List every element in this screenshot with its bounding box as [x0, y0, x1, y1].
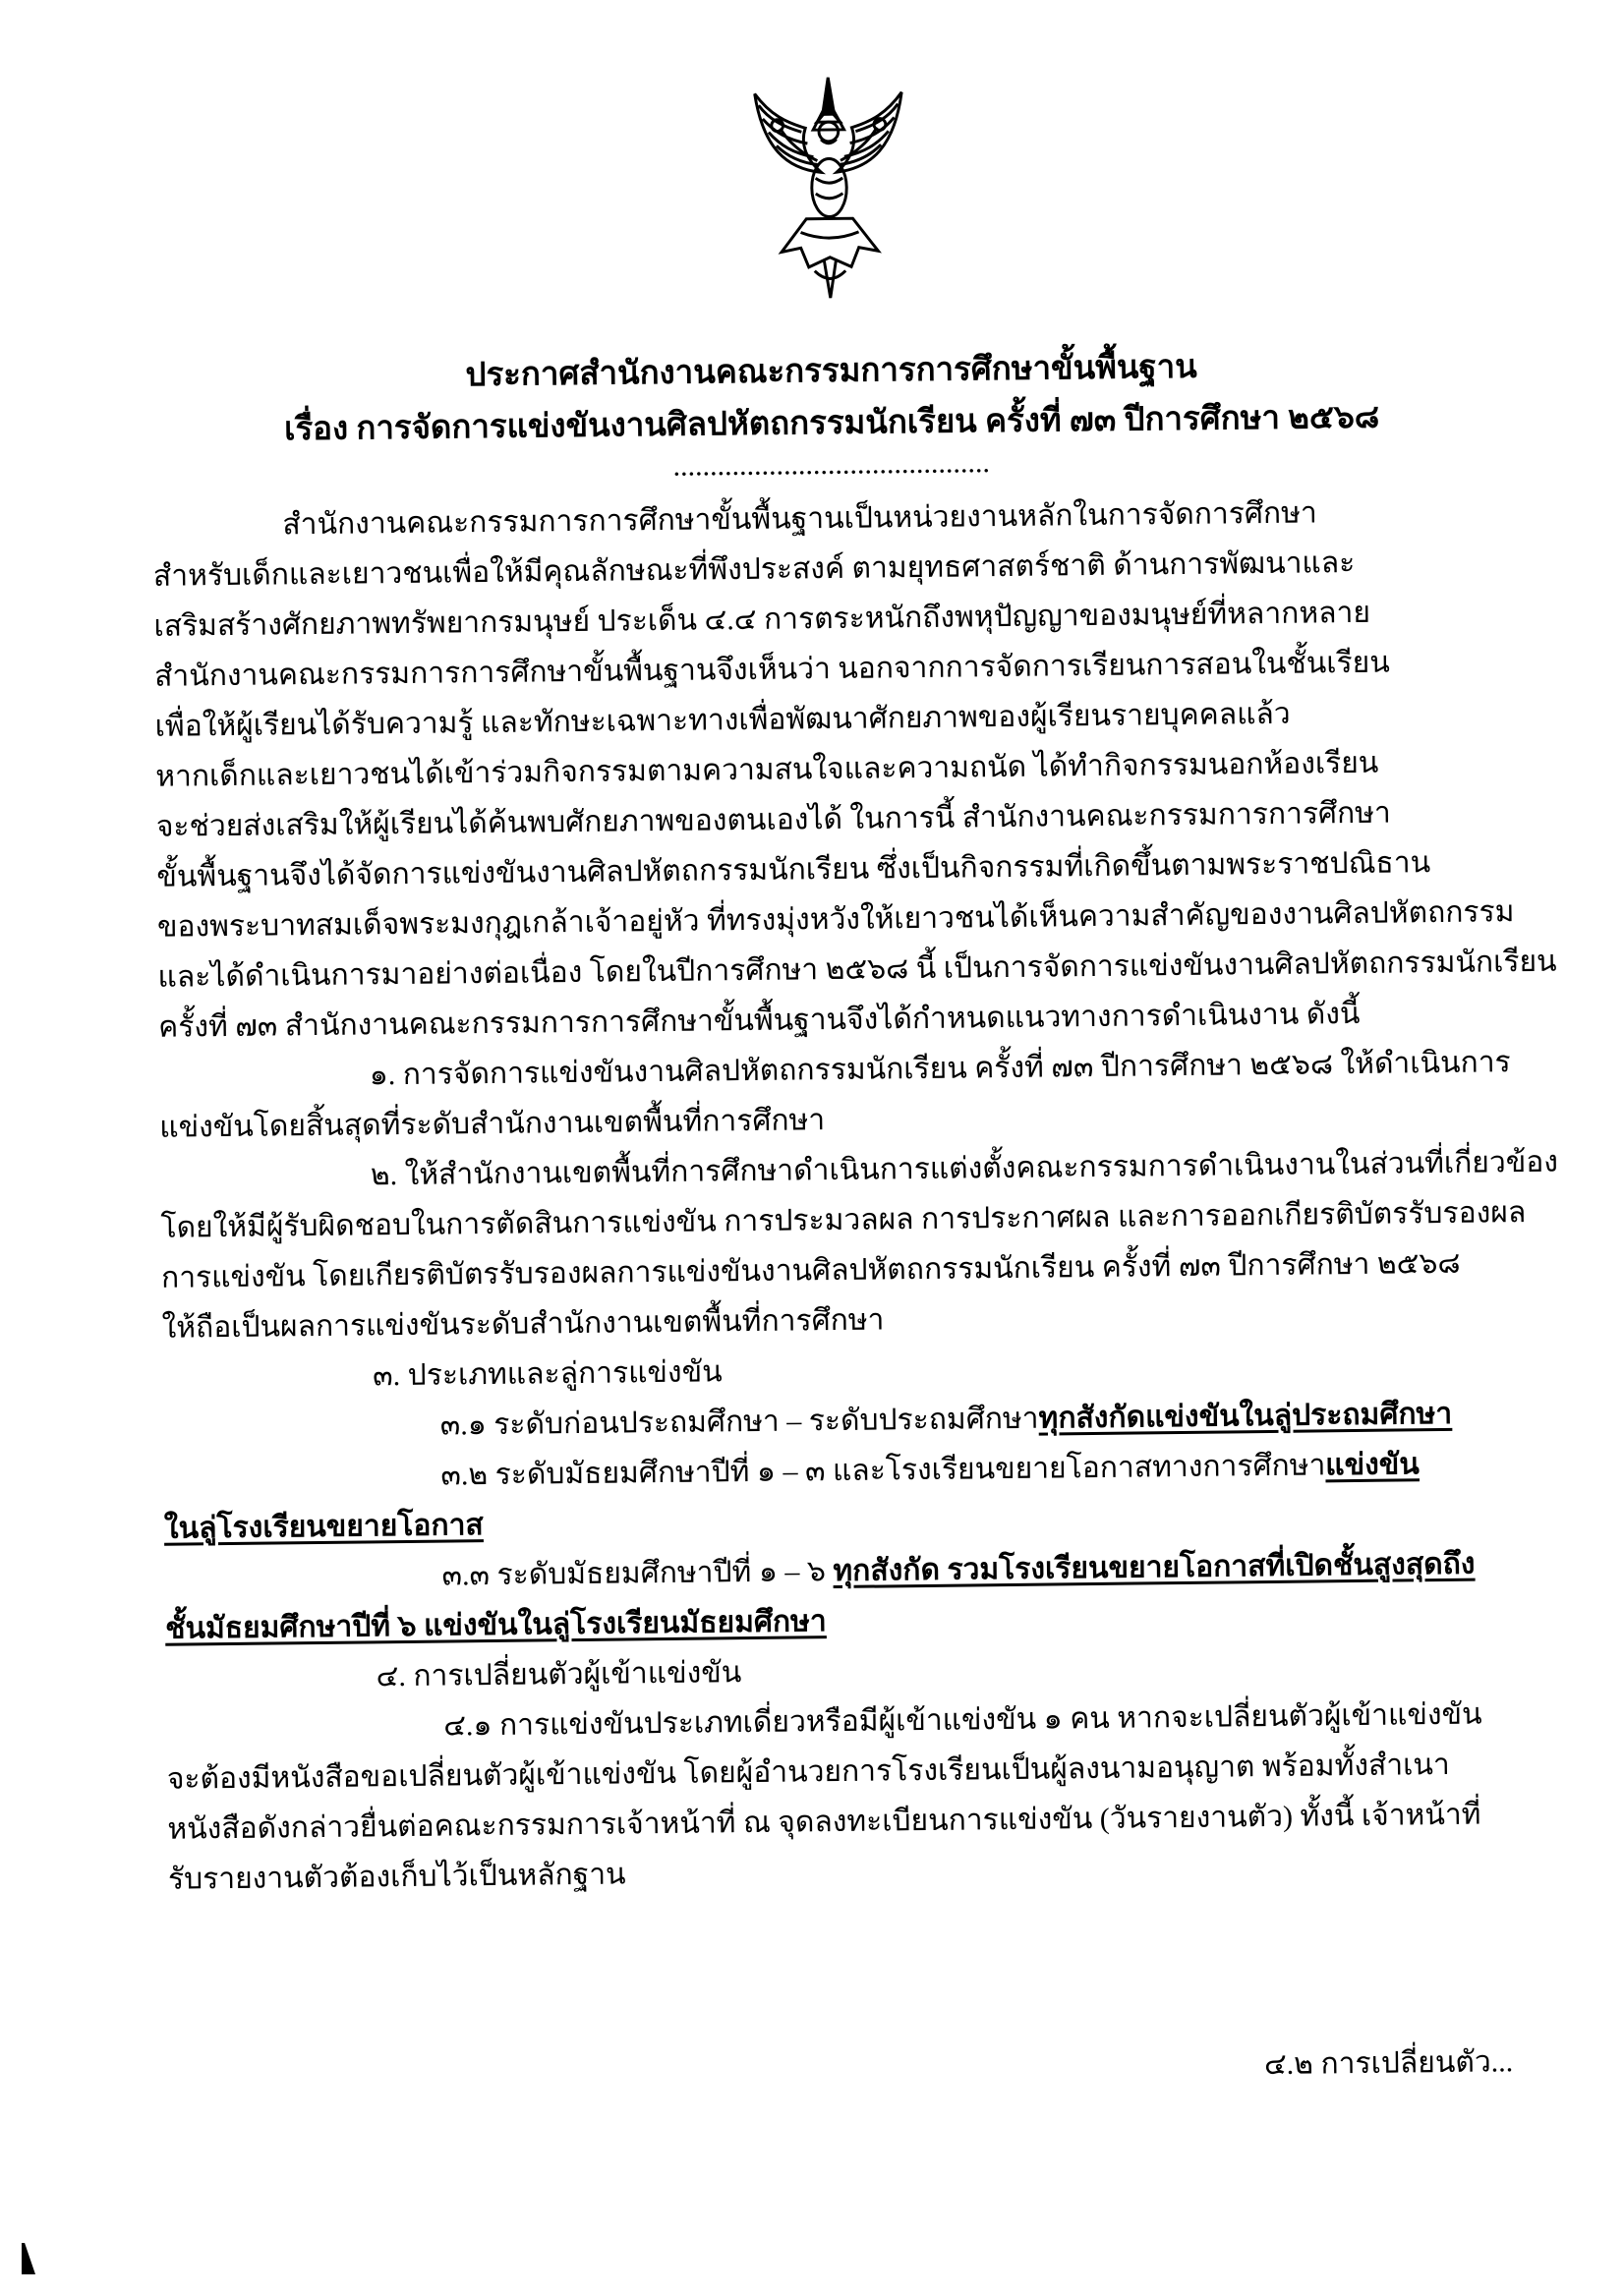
body-text: จะต้องมีหนังสือขอเปลี่ยนตัวผู้เข้าแข่งขัน โดยผู้อำนวยการโรงเรียนเป็นผู้ลงนามอนุญาต พร้อมทั้งสำเนา [166, 1748, 1450, 1796]
emphasized-text: ทุกสังกัดแข่งขันในลู่ประถมศึกษา [1038, 1397, 1453, 1435]
body-text: ให้ถือเป็นผลการแข่งขันระดับสำนักงานเขตพื้นที่การศึกษา [161, 1303, 885, 1345]
dotted-divider: ........................................... [673, 452, 992, 481]
body-text: ๔.๑ การแข่งขันประเภทเดี่ยวหรือมีผู้เข้าแข่งขัน ๑ คน หากจะเปลี่ยนตัวผู้เข้าแข่งขัน [443, 1697, 1482, 1743]
scan-artifact-mark [22, 2243, 35, 2274]
body-text: ๒. ให้สำนักงานเขตพื้นที่การศึกษาดำเนินการแต่งตั้งคณะกรรมการดำเนินงานในส่วนที่เกี่ยวข้อง [370, 1145, 1559, 1192]
body-text: ๓.๑ ระดับก่อนประถมศึกษา – ระดับประถมศึกษา [439, 1402, 1039, 1442]
body-text: หากเด็กและเยาวชนได้เข้าร่วมกิจกรรมตามความสนใจและความถนัด ได้ทำกิจกรรมนอกห้องเรียน [155, 746, 1379, 793]
announcement-title-line1: ประกาศสำนักงานคณะกรรมการการศึกษาขั้นพื้นฐาน [465, 349, 1197, 394]
emphasized-text: แข่งขัน [1325, 1448, 1420, 1482]
emphasized-text: ชั้นมัธยมศึกษาปีที่ ๖ แข่งขันในลู่โรงเรียนมัธยมศึกษา [164, 1605, 827, 1645]
body-text: และได้ดำเนินการมาอย่างต่อเนื่อง โดยในปีการศึกษา ๒๕๖๘ นี้ เป็นการจัดการแข่งขันงานศิลปหัตถกรรมนักเรียน [157, 945, 1557, 994]
body-text: ของพระบาทสมเด็จพระมงกุฎเกล้าเจ้าอยู่หัว ที่ทรงมุ่งหวังให้เยาวชนได้เห็นความสำคัญของงานศิลปหัตถกรรม [156, 895, 1515, 944]
body-text: เสริมสร้างศักยภาพทรัพยากรมนุษย์ ประเด็น ๔.๔ การตระหนักถึงพหุปัญญาของมนุษย์ที่หลากหลาย [153, 596, 1371, 643]
body-text: การแข่งขัน โดยเกียรติบัตรรับรองผลการแข่งขันงานศิลปหัตถกรรมนักเรียน ครั้งที่ ๗๓ ปีการศึกษา ๒๕๖๘ [160, 1246, 1461, 1294]
page-continuation-note: ๔.๒ การเปลี่ยนตัว... [1263, 2045, 1514, 2082]
emphasized-text: ในลู่โรงเรียนขยายโอกาส [163, 1509, 484, 1545]
announcement-body [152, 486, 1559, 1905]
garuda-emblem-icon [712, 70, 947, 307]
body-text: ขั้นพื้นฐานจึงได้จัดการแข่งขันงานศิลปหัตถกรรมนักเรียน ซึ่งเป็นกิจกรรมที่เกิดขึ้นตามพระราชปณิธาน [156, 846, 1431, 893]
body-text: เพื่อให้ผู้เรียนได้รับความรู้ และทักษะเฉพาะทางเพื่อพัฒนาศักยภาพของผู้เรียนรายบุคคลแล้ว [154, 697, 1291, 743]
body-text: ๔. การเปลี่ยนตัวผู้เข้าแข่งขัน [376, 1656, 742, 1693]
body-text: สำนักงานคณะกรรมการการศึกษาขั้นพื้นฐานจึงเห็นว่า นอกจากการจัดการเรียนการสอนในชั้นเรียน [153, 646, 1390, 693]
emphasized-text: ทุกสังกัด รวมโรงเรียนขยายโอกาสที่เปิดชั้นสูงสุดถึง [833, 1547, 1476, 1588]
body-text: รับรายงานตัวต้องเก็บไว้เป็นหลักฐาน [167, 1858, 626, 1896]
body-text: ๓.๓ ระดับมัธยมศึกษาปีที่ ๑ – ๖ [441, 1555, 834, 1592]
body-text: จะช่วยส่งเสริมให้ผู้เรียนได้ค้นพบศักยภาพของตนเองได้ ในการนี้ สำนักงานคณะกรรมการการศึกษา [155, 796, 1391, 843]
body-text: ๓.๒ ระดับมัธยมศึกษาปีที่ ๑ – ๓ และโรงเรียนขยายโอกาสทางการศึกษา [440, 1449, 1326, 1492]
body-text: สำหรับเด็กและเยาวชนเพื่อให้มีคุณลักษณะที่พึงประสงค์ ตามยุทธศาสตร์ชาติ ด้านการพัฒนาและ [152, 545, 1356, 593]
body-text: ๑. การจัดการแข่งขันงานศิลปหัตถกรรมนักเรียน ครั้งที่ ๗๓ ปีการศึกษา ๒๕๖๘ ให้ดำเนินการ [369, 1046, 1511, 1092]
body-text: ครั้งที่ ๗๓ สำนักงานคณะกรรมการการศึกษาขั้นพื้นฐานจึงได้กำหนดแนวทางการดำเนินงาน ดังนี้ [157, 997, 1361, 1044]
body-text: โดยให้มีผู้รับผิดชอบในการตัดสินการแข่งขัน การประมวลผล การประกาศผล และการออกเกียรติบัตรรับรองผล [160, 1196, 1527, 1244]
document-content [147, 49, 1559, 2102]
body-text: หนังสือดังกล่าวยื่นต่อคณะกรรมการเจ้าหน้าที่ ณ จุดลงทะเบียนการแข่งขัน (วันรายงานตัว) ทั้งนี้ เจ้าหน้าที่ [167, 1798, 1481, 1846]
announcement-title-line2: เรื่อง การจัดการแข่งขันงานศิลปหัตถกรรมนักเรียน ครั้งที่ ๗๓ ปีการศึกษา ๒๕๖๘ [283, 399, 1380, 448]
body-text: สำนักงานคณะกรรมการการศึกษาขั้นพื้นฐานเป็นหน่วยงานหลักในการจัดการศึกษา [282, 496, 1317, 542]
body-text: ๓. ประเภทและลู่การแข่งขัน [373, 1355, 723, 1393]
body-text: แข่งขันโดยสิ้นสุดที่ระดับสำนักงานเขตพื้นที่การศึกษา [159, 1104, 826, 1144]
